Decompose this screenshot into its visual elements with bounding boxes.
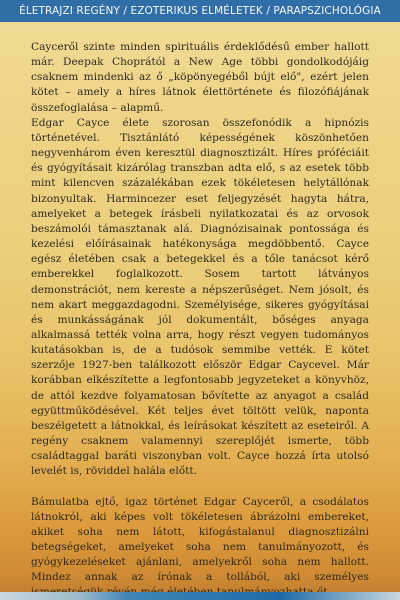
summary-paragraph: Bámulatba ejtő, igaz történet Edgar Cayceről, a csodálatos látnokról, aki képes volt tökéletesen ábrázolni embereket, akiket soha nem látott, kifogástalanul diagnosztizálni betegségeket, amelyeket soha nem tanulmányozott, és gyógykezeléseket ajánlani, amelyekről soha nem hallott. Mindez annak az írónak a tollából, aki személyes: [31, 495, 369, 584]
intro-paragraph: Cayceről szinte minden spirituális érdeklődésű ember hallott már. Deepak Choprától a New Age többi gondolkodójáig csaknem mindenki az ő „köpönyegéből bújt elő", ezért jelen kötet – amely a híres látnok élettörténete és filozófiájának összefoglalása – alapmű.: [31, 41, 369, 114]
bottom-decor-strip: [0, 592, 400, 600]
category-header: ÉLETRAJZI REGÉNY / EZOTERIKUS ELMÉLETEK / PARAPSZICHOLÓGIA: [19, 5, 381, 17]
header-bar: [0, 0, 400, 22]
biography-paragraph: Edgar Cayce élete szorosan összefonódik a hipnózis történetével. Tisztánlátó képességének köszönhetően negyvenhárom éven keresztül diagnosztizált. Híres próféciáit és gyógyításait kizárólag transzban adta elő, s az esetek több mint kilencven százalékában ezek tökéletesen helytállónak bizonyultak. Harmincezer eset feljegyzését hagyta hátra, amelyeket a betegek írásbeli nyilatkozatai és az orvosok beszámolói támasztanak alá. Diagnózisainak pontossága és kezelési előírásainak hatékonysága megdöbbentő. Cayce egész életében csak a betegekkel és a tőle tanácsot kérő emberekkel foglalkozott. Sosem tartott látványos demonstrációt, nem kereste a népszerűséget. Nem jósolt, és nem akart meggazdagodni. Személyisége, sikeres gyógyításai és munkásságának jól dokumentált, bőséges anyaga alkalmassá tették volna arra, hogy részt vegyen tudományos kutatásokban is, de a tudósok semmibe vették. E kötet szerzője 1927-ben találkozott először Edgar Caycevel. Már korábban elkészítette a legfontosabb jegyzeteket a könyvhöz, de attól kezdve folyamatosan bővítette az anyagot a család együttműködésével. Két teljes évet töltött velük, naponta beszélgetett a látnokkal, és leírásokat készített az eseteiről. A regény csaknem valamennyi szereplőjét ismerte, több családtaggal baráti viszonyban volt. Cayce hozzá írta utolsó levelét is, röviddel halála előtt.: [31, 116, 369, 478]
back-cover-text: [31, 40, 369, 600]
